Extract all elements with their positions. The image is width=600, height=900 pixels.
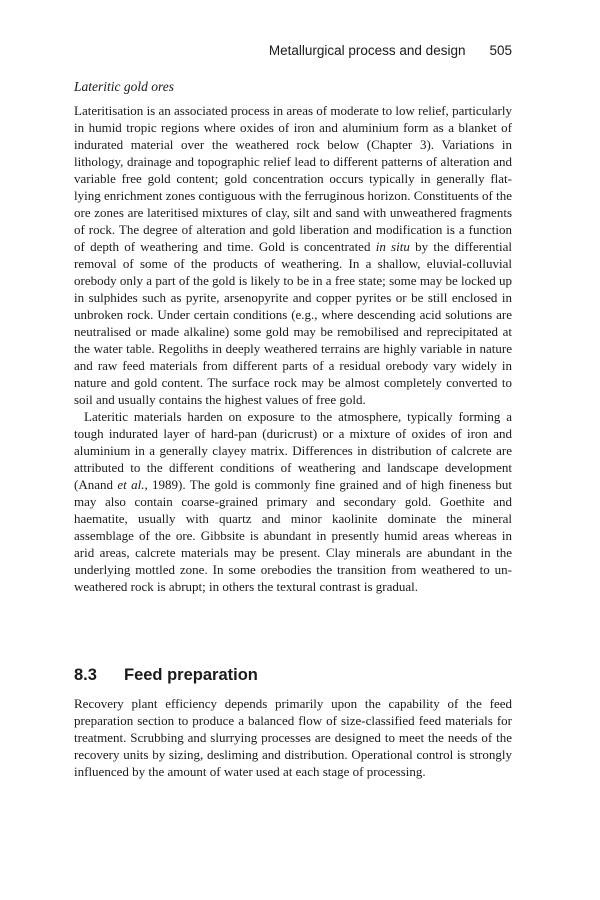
paragraph-1-text-b: by the differential removal of some of the products of weathering. In a shallow, eluvial-colluvial orebody only a part of the gold is likely to be in a free state; some may be locked up in sulphides such as pyrite, arsenopyrite and copper pyrites or be still enclosed in unbroken rock. Under certain conditions (e.g., where descending acid solutions are neutralised or made alkaline) some gold may be remobilised and reprecipitated at the water table. Regoliths in deeply weathered terrains are highly variable in nature and raw feed materials from different parts of a residual orebody vary widely in nature and gold content. The surface rock may be almost completely converted to soil and usually contains the highest values of free gold. (74, 239, 512, 407)
subsection-title: Lateritic gold ores (74, 79, 174, 94)
body-text (74, 102, 512, 595)
section-body (74, 695, 512, 780)
section-number: 8.3 (74, 666, 97, 684)
paragraph-2 (74, 408, 512, 595)
paragraph-2-text-b: , 1989). The gold is commonly fine grained and of high fineness but may also contain coarse-grained primary and secondary gold. Goethite and haematite, usually with quartz and minor kaolinite dominate the mineral assemblage of the ore. Gibbsite is abundant in presently humid areas whereas in arid areas, calcrete materials may be present. Clay minerals are abundant in the underlying mottled zone. In some orebodies the transition from weathered to un-weathered rock is abrupt; in others the textural contrast is gradual. (74, 477, 512, 594)
running-head (269, 43, 512, 58)
paragraph-1 (74, 102, 512, 408)
section-title: Feed preparation (124, 666, 258, 684)
page-number: 505 (489, 43, 512, 58)
running-head-title: Metallurgical process and design (268, 43, 466, 58)
in-situ-italic: in situ (375, 239, 410, 254)
paragraph-3: Recovery plant efficiency depends primarily upon the capability of the feed preparation section to produce a balanced flow of size-classified feed materials for treatment. Scrubbing and slurrying processes are designed to meet the needs of the recovery units by sizing, desliming and distribution. Operational control is strongly influenced by the amount of water used at each stage of processing. (74, 696, 512, 779)
paragraph-2-text-a: Lateritic materials harden on exposure to the atmosphere, typically forming a tough indurated layer of hard-pan (duricrust) or a mixture of oxides of iron and aluminium in a generally clayey matrix. Differences in distribution of calcrete are attributed to the different conditions of weathering and landscape development (Anand (74, 409, 512, 492)
page (74, 0, 512, 900)
section-heading (74, 666, 258, 685)
et-al-italic: et al. (117, 477, 145, 492)
paragraph-1-text-a: Lateritisation is an associated process in areas of moderate to low relief, particularly in humid tropic regions where oxides of iron and aluminium form as a blanket of indurated material over the weathered rock below (Chapter 3). Variations in lithology, drainage and topographic relief lead to different patterns of alteration and variable free gold content; gold concentration occurs typically in generally flat-lying enrichment zones contiguous with the ferruginous horizon. Constituents of the ore zones are lateritised mixtures of clay, silt and sand with unweathered fragments of rock. The degree of alteration and gold liberation and modification is a function of depth of weathering and time. Gold is concentrated (74, 103, 512, 254)
